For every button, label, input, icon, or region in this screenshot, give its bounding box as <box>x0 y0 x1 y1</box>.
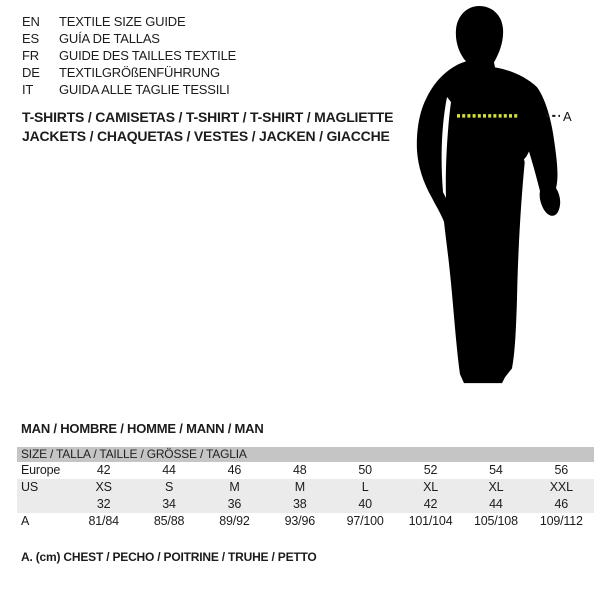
size-cell: 46 <box>227 463 242 477</box>
size-cell: 97/100 <box>346 514 384 528</box>
size-cell: S <box>164 480 174 494</box>
row-label <box>17 496 71 513</box>
lang-code: EN <box>22 14 40 29</box>
language-row <box>22 47 236 64</box>
measure-label-a: A <box>563 108 572 124</box>
lang-label: GUIDA ALLE TAGLIE TESSILI <box>59 82 230 97</box>
section-title: MAN / HOMBRE / HOMME / MANN / MAN <box>21 421 264 436</box>
table-row <box>17 462 594 479</box>
size-cell: 32 <box>96 497 111 511</box>
lang-label: GUÍA DE TALLAS <box>59 31 160 46</box>
garment-categories <box>22 108 393 145</box>
size-cell: 85/88 <box>153 514 185 528</box>
language-row <box>22 13 236 30</box>
size-cell: 101/104 <box>408 514 453 528</box>
table-row <box>17 496 594 513</box>
size-cell: XXL <box>549 480 573 494</box>
size-cell: L <box>361 480 369 494</box>
language-row <box>22 64 236 81</box>
lang-code: IT <box>22 82 34 97</box>
size-cell: 44 <box>162 463 176 477</box>
size-table-body <box>17 462 594 530</box>
lang-code: ES <box>22 31 39 46</box>
size-cell: 44 <box>489 497 503 511</box>
row-label: A <box>21 514 30 528</box>
lang-label: TEXTILE SIZE GUIDE <box>59 14 186 29</box>
size-cell: 89/92 <box>219 514 250 528</box>
size-cell: 56 <box>554 463 569 477</box>
size-cell: 36 <box>227 497 242 511</box>
size-cell: 52 <box>423 463 438 477</box>
size-cell: 93/96 <box>284 514 315 528</box>
size-cell: M <box>294 480 305 494</box>
size-cell: 34 <box>162 497 176 511</box>
size-cell: 42 <box>96 463 111 477</box>
lang-code: FR <box>22 48 39 63</box>
size-cell: 54 <box>489 463 503 477</box>
size-cell: XL <box>488 480 504 494</box>
man-figure <box>398 4 578 400</box>
size-cell: M <box>229 480 240 494</box>
category-tshirts: T-SHIRTS / CAMISETAS / T-SHIRT / T-SHIRT / MAGLIETTE <box>22 109 394 125</box>
lang-code: DE <box>22 65 40 80</box>
size-cell: XL <box>423 480 438 494</box>
language-row <box>22 30 236 47</box>
table-row <box>17 479 594 496</box>
size-cell: 46 <box>554 497 569 511</box>
row-label: Europe <box>21 463 61 477</box>
category-jackets: JACKETS / CHAQUETAS / VESTES / JACKEN / GIACCHE <box>22 127 390 144</box>
size-cell: 38 <box>293 497 307 511</box>
size-cell: 105/108 <box>474 514 518 528</box>
size-cell: XS <box>95 480 112 494</box>
size-cell: 50 <box>358 463 372 477</box>
size-cell: 81/84 <box>88 514 119 528</box>
size-cell: 48 <box>293 463 307 477</box>
language-row <box>22 81 236 98</box>
size-table-header: SIZE / TALLA / TAILLE / GRÖSSE / TAGLIA <box>17 447 594 462</box>
size-cell: 42 <box>423 497 438 511</box>
language-list <box>22 13 236 98</box>
lang-label: TEXTILGRÖßENFÜHRUNG <box>59 65 220 80</box>
row-label: US <box>21 480 38 494</box>
man-silhouette-svg <box>398 4 578 400</box>
table-row <box>17 513 594 530</box>
lang-label: GUIDE DES TAILLES TEXTILE <box>59 48 237 63</box>
measurement-footnote: A. (cm) CHEST / PECHO / POITRINE / TRUHE / PETTO <box>21 550 317 564</box>
man-silhouette <box>417 6 560 383</box>
size-cell: 109/112 <box>539 514 583 528</box>
size-table <box>17 447 594 530</box>
size-cell: 40 <box>358 497 372 511</box>
